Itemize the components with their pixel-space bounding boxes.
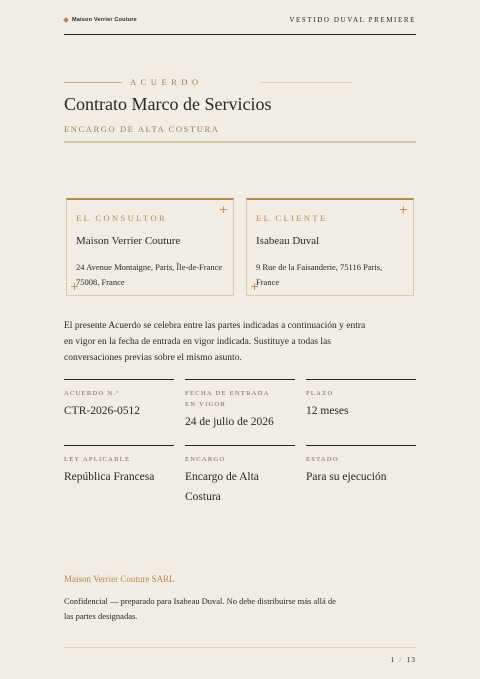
detail-value: Encargo de Alta Costura [185, 471, 259, 503]
eyebrow [64, 76, 352, 88]
document-title: VESTIDO DUVAL PREMIERE [289, 16, 416, 24]
detail-engagement [185, 445, 295, 507]
detail-label: ACUERDO N.º [64, 390, 120, 397]
plus-icon: + [70, 280, 80, 293]
detail-value: 12 meses [306, 405, 349, 417]
page-number: 1 [390, 655, 396, 664]
brand-name: Maison Verrier Couture [72, 17, 137, 23]
detail-status [306, 445, 416, 487]
detail-agreement-number [64, 379, 174, 421]
plus-icon: + [250, 280, 260, 293]
eyebrow-text: ACUERDO [130, 77, 203, 87]
cliente-card [246, 198, 414, 296]
detail-label: ENCARGO [185, 456, 226, 463]
detail-value: República Francesa [64, 471, 155, 483]
plus-icon: + [398, 203, 408, 216]
confidential-note: Confidencial — preparado para Isabeau Duval. No debe distribuirse más allá de las partes designadas. [64, 596, 336, 621]
consultor-address: 24 Avenue Montaigne, Paris, Île-de-France 75008, France [76, 262, 223, 287]
consultor-label: EL CONSULTOR [76, 213, 168, 223]
page-title: Contrato Marco de Servicios [64, 94, 272, 114]
cliente-name: Isabeau Duval [256, 235, 320, 247]
detail-value: CTR-2026-0512 [64, 405, 141, 417]
detail-label: LEY APLICABLE [64, 456, 131, 463]
intro-paragraph: El presente Acuerdo se celebra entre las partes indicadas a continuación y entra en vigor en la fecha de entrada en vigor indicada. Sustituye a todas las conversaciones previas sobre el mismo asunto. [64, 321, 366, 363]
page-counter [391, 655, 416, 664]
company-name: Maison Verrier Couture SARL [64, 574, 175, 584]
detail-value: 24 de julio de 2026 [185, 416, 274, 428]
consultor-name: Maison Verrier Couture [76, 235, 181, 247]
page-subtitle: ENCARGO DE ALTA COSTURA [64, 124, 220, 134]
eyebrow-rule-left [64, 82, 122, 83]
eyebrow-rule-right [260, 82, 352, 83]
detail-value: Para su ejecución [306, 471, 387, 483]
plus-icon: + [218, 203, 228, 216]
title-divider [64, 141, 416, 143]
detail-effective-date [185, 379, 295, 432]
detail-label: FECHA DE ENTRADA EN VIGOR [185, 390, 270, 408]
cliente-address: 9 Rue de la Faisanderie, 75116 Paris, France [256, 262, 383, 287]
detail-term [306, 379, 416, 421]
page-total: 13 [406, 655, 416, 664]
detail-label: ESTADO [306, 456, 339, 463]
detail-label: PLAZO [306, 390, 334, 397]
footer-divider [64, 647, 416, 648]
cliente-label: EL CLIENTE [256, 213, 328, 223]
detail-governing-law [64, 445, 174, 487]
page-separator: / [399, 655, 403, 664]
brand [64, 17, 137, 23]
page-header [64, 14, 416, 35]
consultor-card [66, 198, 234, 296]
diamond-icon [63, 17, 69, 23]
